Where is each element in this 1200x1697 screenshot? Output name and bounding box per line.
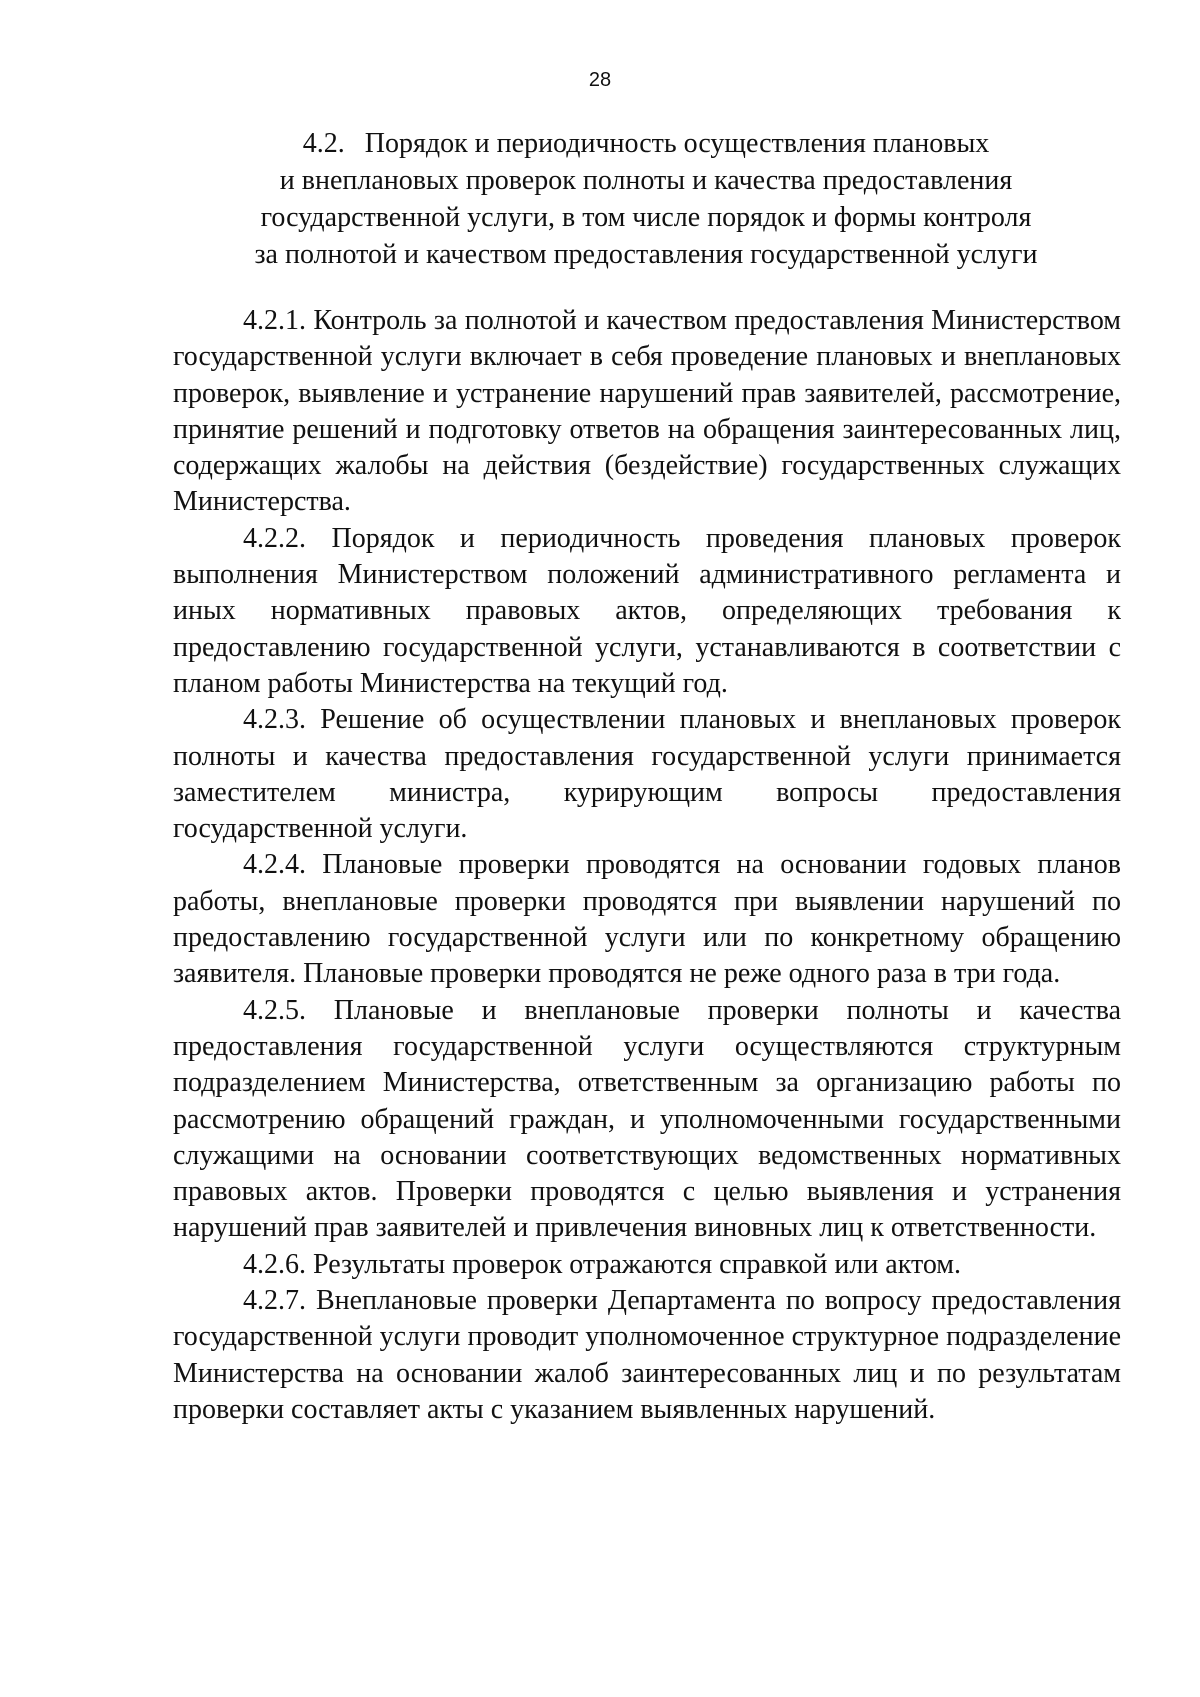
paragraph-4-2-6: 4.2.6. Результаты проверок отражаются справкой или актом.	[243, 1248, 962, 1280]
heading-text-1: Порядок и периодичность осуществления плановых	[364, 128, 990, 159]
paragraph-4-2-2: 4.2.2. Порядок и периодичность проведения плановых проверок выполнения Министерством положений административного регламента и иных нормативных правовых актов, определяющих требования к предоставлению государственной услуги, устанавливаются в соответствии с планом работы Министерства на текущий год.	[173, 522, 1121, 699]
paragraph-4-2-4: 4.2.4. Плановые проверки проводятся на основании годовых планов работы, внеплановые проверки проводятся при выявлении нарушений по предоставлению государственной услуги или по конкретному обращению заявителя. Плановые проверки проводятся не реже одного раза в три года.	[173, 849, 1121, 990]
heading-line-4: за полнотой и качеством предоставления государственной услуги	[254, 239, 1038, 270]
paragraph-4-2-7: 4.2.7. Внеплановые проверки Департамента по вопросу предоставления государственной услуги проводит уполномоченное структурное подразделение Министерства на основании жалоб заинтересованных лиц и по результатам проверки составляет акты с указанием выявленных нарушений.	[173, 1285, 1121, 1425]
heading-line-2: и внеплановых проверок полноты и качества предоставления	[279, 165, 1013, 196]
paragraph-4-2-1: 4.2.1. Контроль за полнотой и качеством предоставления Министерством государственной услуги включает в себя проведение плановых и внеплановых проверок, выявление и устранение нарушений прав заявителей, рассмотрение, принятие решений и подготовку ответов на обращения заинтересованных лиц, содержащих жалобы на действия (бездействие) государственных служащих Министерства.	[173, 305, 1121, 518]
section-heading	[170, 125, 1122, 273]
paragraph-4-2-3: 4.2.3. Решение об осуществлении плановых и внеплановых проверок полноты и качества предоставления государственной услуги принимается заместителем министра, курирующим вопросы предоставления государственной услуги.	[173, 704, 1121, 845]
page-number: 28	[588, 69, 612, 91]
paragraph-4-2-5: 4.2.5. Плановые и внеплановые проверки полноты и качества предоставления государственной услуги осуществляются структурным подразделением Министерства, ответственным за организацию работы по рассмотрению обращений граждан, и уполномоченными государственными служащими на основании соответствующих ведомственных нормативных правовых актов. Проверки проводятся с целью выявления и устранения нарушений прав заявителей и привлечения виновных лиц к ответственности.	[173, 994, 1121, 1244]
document-body	[173, 303, 1121, 1428]
section-number: 4.2.	[302, 128, 345, 159]
heading-line-3: государственной услуги, в том числе порядок и формы контроля	[260, 202, 1032, 233]
heading-line-1	[170, 125, 1122, 162]
